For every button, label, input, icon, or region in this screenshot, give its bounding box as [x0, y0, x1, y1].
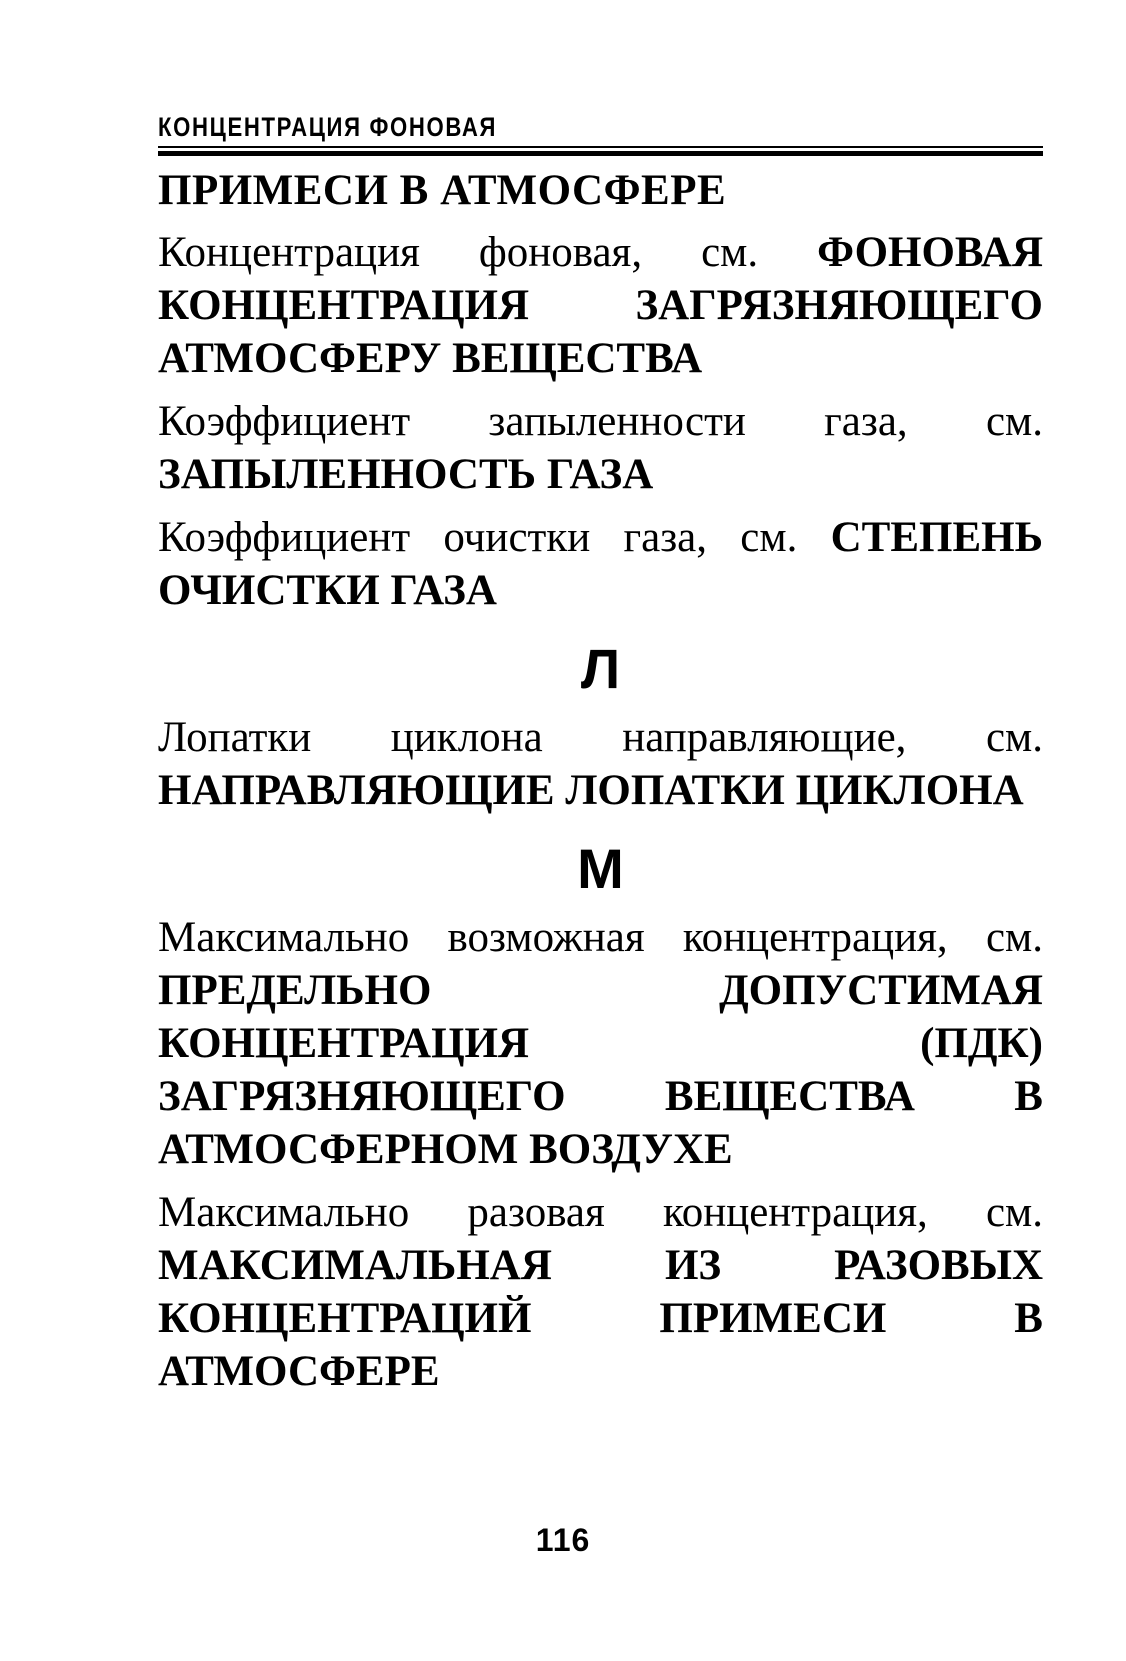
entry-term: Максимально разовая концентрация, — [158, 1189, 928, 1236]
running-head: КОНЦЕНТРАЦИЯ ФОНОВАЯ — [158, 112, 498, 142]
entry-term: Коэффициент запыленности газа, — [158, 398, 908, 445]
section-letter: М — [577, 837, 624, 900]
cross-reference: СТЕПЕНЬ ОЧИСТКИ ГАЗА — [158, 514, 1044, 614]
header-rule-thick — [158, 151, 1043, 156]
see-reference: см. — [701, 229, 759, 276]
entry-term: Концентрация фоновая, — [158, 229, 643, 276]
dictionary-entry — [158, 395, 1043, 501]
dictionary-entry — [158, 711, 1043, 817]
entry-term: Максимально возможная концентрация, — [158, 914, 948, 961]
section-letter: Л — [580, 637, 621, 700]
cross-reference: ПРЕДЕЛЬНО ДОПУСТИМАЯ КОНЦЕНТРАЦИЯ (ПДК) ЗАГРЯЗНЯЮЩЕГО ВЕЩЕСТВА В АТМОСФЕРНОМ ВОЗДУХЕ — [158, 967, 1043, 1173]
header-rule-thin — [158, 146, 1043, 148]
see-reference: см. — [740, 514, 798, 561]
page-number: 116 — [535, 1522, 591, 1558]
entry-term: Лопатки циклона направляющие, — [158, 714, 907, 761]
see-reference: см. — [985, 914, 1044, 961]
cross-reference: НАПРАВЛЯЮЩИЕ ЛОПАТКИ ЦИКЛОНА — [158, 767, 1024, 814]
dictionary-entry — [158, 1186, 1043, 1398]
dictionary-entry — [158, 511, 1043, 617]
see-reference: см. — [985, 1189, 1043, 1236]
see-reference: см. — [985, 714, 1043, 761]
see-reference: см. — [985, 398, 1044, 445]
dictionary-entry — [158, 226, 1043, 385]
page-content — [158, 112, 1043, 1398]
entry-term: Коэффициент очистки газа, — [158, 514, 708, 561]
dictionary-entry — [158, 911, 1043, 1176]
entry-continuation: ПРИМЕСИ В АТМОСФЕРЕ — [158, 167, 727, 214]
cross-reference: МАКСИМАЛЬНАЯ ИЗ РАЗОВЫХ КОНЦЕНТРАЦИЙ ПРИМЕСИ В АТМОСФЕРЕ — [158, 1242, 1043, 1395]
cross-reference: ЗАПЫЛЕННОСТЬ ГАЗА — [158, 451, 654, 498]
cross-reference: ФОНОВАЯ КОНЦЕНТРАЦИЯ ЗАГРЯЗНЯЮЩЕГО АТМОСФЕРУ ВЕЩЕСТВА — [158, 229, 1044, 382]
